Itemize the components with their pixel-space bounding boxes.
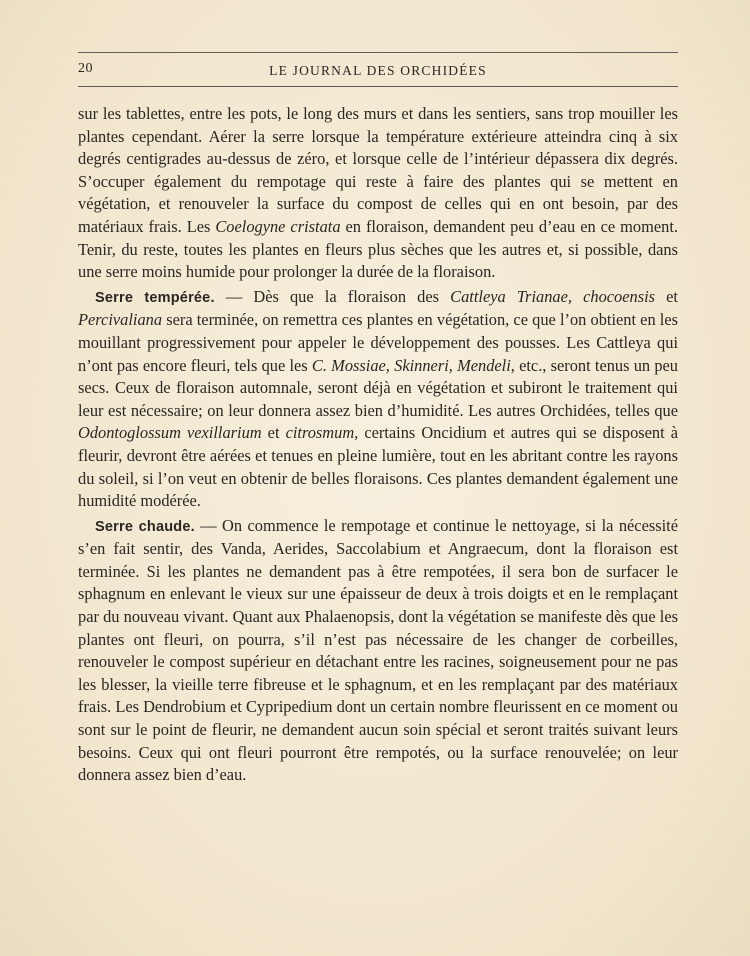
section-heading: Serre tempérée. (95, 289, 215, 306)
species-name: Cattleya Trianae, chocoensis (450, 286, 656, 306)
paragraph-continued (78, 103, 678, 284)
section-heading: Serre chaude. (95, 518, 195, 535)
paragraph-text: — Dès que la floraison des (214, 286, 451, 306)
paragraph-text: et (261, 423, 286, 443)
paragraph-serre-temperee (78, 286, 678, 513)
species-name: Percivaliana (78, 310, 163, 330)
paragraph-text: sur les tablettes, entre les pots, le long des murs et dans les sentiers, sans trop mouiller les plantes cependant. Aérer la serre lorsque la température extérieure atteindra cinq à six degrés centigrades au-dessus de zéro, et lorsque celle de l’intérieur dépassera dix degrés. S’occuper également du rempotage qui reste à faire des plantes qui se mettent en végétation, et renouveler la surface du compost de celles qui en ont besoin, par des matériaux frais. Les (78, 104, 678, 236)
paragraph-text: etc., seront tenus un peu secs. Ceux de floraison automnale, seront déjà en végétation et subiront le traitement qui leur est nécessaire; on leur donnera assez bien d’humidité. Les autres Orchidées, telles que (78, 355, 679, 420)
paragraph-serre-chaude (78, 515, 678, 787)
species-name: Coelogyne cristata (215, 216, 341, 236)
paragraph-text: — On commence le rempotage et continue le nettoyage, si la nécessité s’en fait sentir, des Vanda, Aerides, Saccolabium et Angraecum, dont la floraison est terminée. Si les plantes ne demandent pas à être rempotées, il sera bon de surfacer le sphagnum en enlevant le vieux sur une épaisseur de deux à trois doigts et en le remplaçant par du nouveau vivant. Quant aux Phalaenopsis, dont la végétation se manifeste dès que les plantes ont fleuri, on pourra, s’il n’est pas nécessaire de les changer de corbeilles, renouveler le compost supérieur en détachant entre les racines, soigneusement pour ne pas les blesser, la vieille terre fibreuse et le sphagnum, et en les remplaçant par des matériaux frais. Les Dendrobium et Cypripedium dont un certain nombre fleurissent en ce moment ou sont sur le point de fleurir, ne demandent aucun soin spécial et seront traités suivant leurs besoins. Ceux qui ont fleuri pourront être rempotés, ou la surface renouvelée; on leur donnera assez bien d’eau. (78, 515, 678, 785)
species-name: C. Mossiae, Skinneri, Mendeli, (311, 355, 515, 375)
header-bottom-rule (78, 86, 678, 87)
page-header (78, 60, 678, 82)
species-name: Odontoglossum vexillarium (78, 423, 262, 443)
species-name: citrosmum, (285, 423, 359, 443)
paragraph-text: en floraison, demandent peu d’eau en ce moment. Tenir, du reste, toutes les plantes en fleurs plus sèches que les autres et, si possible, dans une serre moins humide pour prolonger la durée de la floraison. (78, 216, 678, 282)
paragraph-text: certains Oncidium et autres qui se disposent à fleurir, devront être aérées et tenues en pleine lumière, tout en les abritant contre les rayons du soleil, si l’on veut en obtenir de belles floraisons. Ces plantes demandent également une humidité modérée. (78, 423, 678, 511)
paragraph-text: sera terminée, on remettra ces plantes en végétation, ce que l’on obtient en les mouillant progressivement pour appeler le développement des pousses. Les Cattleya qui n’ont pas encore fleuri, tels que les (78, 310, 678, 375)
article-body (78, 103, 678, 787)
header-top-rule (78, 52, 678, 53)
running-title: LE JOURNAL DES ORCHIDÉES (269, 63, 487, 78)
page-number: 20 (78, 61, 93, 76)
paragraph-text: et (655, 286, 678, 306)
